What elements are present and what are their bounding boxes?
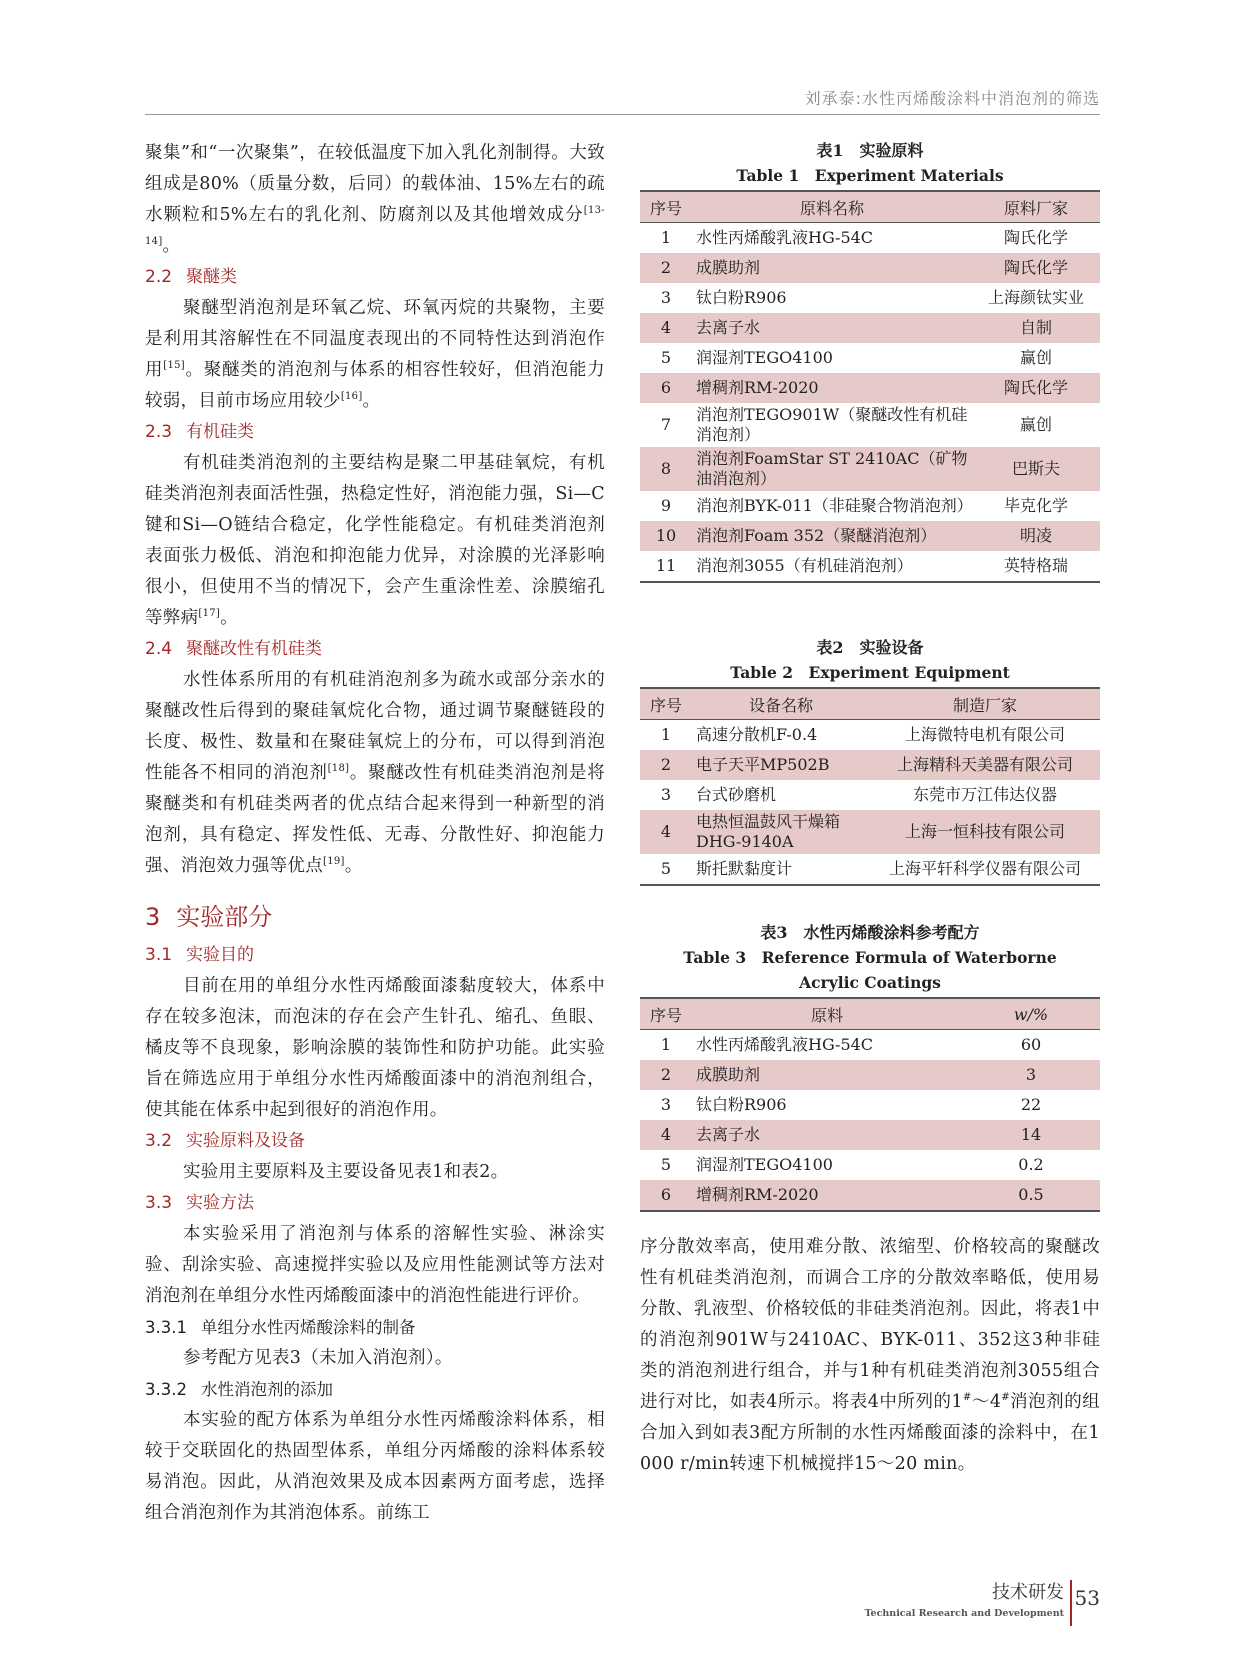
table3-cell: 润湿剂TEGO4100 [696, 1155, 833, 1174]
section-3-2-heading: 3.2 实验原料及设备 [145, 1131, 306, 1151]
table1-row [640, 403, 1100, 447]
table1-row [640, 447, 1100, 491]
table1-cell: 赢创 [1019, 348, 1052, 367]
page-footer [800, 1576, 1100, 1632]
right-column [640, 138, 1100, 1480]
footer-section-en: Technical Research and Development [864, 1608, 1064, 1619]
table3-cell: 成膜助剂 [696, 1065, 761, 1084]
table3-cell: 60 [1020, 1035, 1042, 1054]
table1-row [640, 253, 1100, 283]
table2-cell: 上海精科天美器有限公司 [896, 755, 1073, 774]
table1-cell: 7 [660, 415, 672, 434]
section-3-3-2-heading: 3.3.2 水性消泡剂的添加 [145, 1380, 333, 1399]
table3-row [640, 1150, 1100, 1180]
table3-cell: 0.5 [962, 1180, 1100, 1211]
section-2-4-heading: 2.4 聚醚改性有机硅类 [145, 639, 323, 659]
table1-cell: 消泡剂3055（有机硅消泡剂） [692, 551, 972, 582]
table3-row [640, 1030, 1100, 1061]
table3-row [640, 1180, 1100, 1211]
table2 [640, 687, 1100, 886]
table1-cell: 水性丙烯酸乳液HG-54C [696, 228, 874, 247]
table1-cell: 陶氏化学 [1003, 258, 1068, 277]
table1-cell: 上海颜钛实业 [987, 288, 1084, 307]
table1-cell: 消泡剂BYK-011（非硅聚合物消泡剂） [696, 496, 973, 515]
table1-body [640, 223, 1100, 583]
running-header-title: 刘承泰:水性丙烯酸涂料中消泡剂的筛选 [804, 89, 1100, 108]
table2-row [640, 854, 1100, 885]
table1-row [640, 223, 1100, 254]
table3-row [640, 1060, 1100, 1090]
table1-cell: 消泡剂FoamStar ST 2410AC（矿物油消泡剂） [696, 449, 968, 488]
running-header [145, 84, 1100, 115]
paragraph-3-2: 实验用主要原料及主要设备见表1和表2。 [183, 1162, 509, 1182]
table1-header-name: 原料名称 [692, 191, 972, 223]
table1-row [640, 521, 1100, 551]
table3-body [640, 1030, 1100, 1212]
table1-cell: 9 [660, 496, 672, 515]
section-2-2-heading: 2.2 聚醚类 [145, 267, 238, 287]
table2-cell: 台式砂磨机 [696, 785, 777, 804]
table2-caption-en: Table 2 Experiment Equipment [730, 663, 1010, 682]
table3-header-w: w/% [962, 998, 1100, 1030]
paragraph-3-3-2: 本实验的配方体系为单组分水性丙烯酸涂料体系，相较于交联固化的热固型体系，单组分丙烯酸的涂料体系较易消泡。因此，从消泡效果及成本因素两方面考虑，选择组合消泡剂作为其消泡体系。前练工 [145, 1410, 605, 1523]
section-3-1-heading: 3.1 实验目的 [145, 945, 255, 965]
table3-cell: 0.2 [1018, 1155, 1044, 1174]
table1-caption-en: Table 1 Experiment Materials [736, 166, 1004, 185]
table3-cell: 钛白粉R906 [696, 1095, 787, 1114]
table3-cell: 3 [660, 1095, 672, 1114]
paragraph-3-1: 目前在用的单组分水性丙烯酸面漆黏度较大，体系中存在较多泡沫，而泡沫的存在会产生针孔、缩孔、鱼眼、橘皮等不良现象，影响涂膜的装饰性和防护功能。此实验旨在筛选应用于单组分水性丙烯酸面漆中的消泡剂组合，使其能在体系中起到很好的消泡作用。 [145, 976, 605, 1120]
table2-cell: 上海一恒科技有限公司 [904, 822, 1065, 841]
table2-cell: 4 [660, 822, 672, 841]
table1-row [640, 551, 1100, 582]
table1-cell: 增稠剂RM-2020 [696, 378, 819, 397]
section-2-3-heading: 2.3 有机硅类 [145, 422, 255, 442]
table2-body [640, 720, 1100, 886]
table1-cell: 去离子水 [696, 318, 761, 337]
paragraph-2-2: 聚醚型消泡剂是环氧乙烷、环氧丙烷的共聚物，主要是利用其溶解性在不同温度表现出的不同特性达到消泡作用[15]。聚醚类的消泡剂与体系的相容性较好，但消泡能力较弱，目前市场应用较少[16]。 [145, 298, 605, 411]
table3-cell: 5 [660, 1155, 672, 1174]
table3-cell: 3 [1025, 1065, 1037, 1084]
table3-row [640, 1090, 1100, 1120]
table2-row [640, 720, 1100, 751]
section-3-heading: 3 实验部分 [145, 903, 273, 931]
table1-caption-cn: 表1 实验原料 [816, 141, 924, 160]
table1-cell: 6 [660, 378, 672, 397]
table1-row [640, 313, 1100, 343]
table3-cell: 22 [1020, 1095, 1042, 1114]
footer-section-cn: 技术研发 [992, 1582, 1064, 1603]
table1-cell: 润湿剂TEGO4100 [696, 348, 833, 367]
table1-row [640, 283, 1100, 313]
table2-cell: 电热恒温鼓风干燥箱DHG-9140A [696, 812, 841, 851]
paragraph-continued: 聚集”和“一次聚集”，在较低温度下加入乳化剂制得。大致组成是80%（质量分数，后同）的载体油、15%左右的疏水颗粒和5%左右的乳化剂、防腐剂以及其他增效成分[13-14]。 [145, 143, 605, 256]
table2-header-maker: 制造厂家 [870, 688, 1100, 720]
paragraph-3-3-1: 参考配方见表3（未加入消泡剂）。 [183, 1348, 453, 1368]
paragraph-2-3: 有机硅类消泡剂的主要结构是聚二甲基硅氧烷，有机硅类消泡剂表面活性强，热稳定性好，消泡能力强，Si—C键和Si—O链结合稳定，化学性能稳定。有机硅类消泡剂表面张力极低、消泡和抑泡能力优异，对涂膜的光泽影响很小，但使用不当的情况下，会产生重涂性差、涂膜缩孔等弊病[17]。 [145, 453, 605, 628]
table1-header-index: 序号 [640, 191, 692, 223]
table2-row [640, 780, 1100, 810]
table1-row [640, 343, 1100, 373]
page-number: 53 [1074, 1586, 1100, 1610]
table3-cell: 4 [660, 1125, 672, 1144]
table1 [640, 190, 1100, 583]
table3-cell: 增稠剂RM-2020 [692, 1180, 962, 1211]
table1-cell: 自制 [1019, 318, 1052, 337]
table1-cell: 消泡剂Foam 352（聚醚消泡剂） [696, 526, 937, 545]
table1-header-maker: 原料厂家 [972, 191, 1100, 223]
table2-cell: 高速分散机F-0.4 [696, 725, 818, 744]
table1-cell: 10 [655, 526, 677, 545]
table2-cell: 斯托默黏度计 [692, 854, 870, 885]
section-3-3-heading: 3.3 实验方法 [145, 1193, 255, 1213]
table1-cell: 11 [640, 551, 692, 582]
table3-caption-en: Table 3 Reference Formula of Waterborne Acrylic Coatings [683, 948, 1057, 992]
table1-row [640, 491, 1100, 521]
footer-divider [1070, 1580, 1072, 1626]
section-3-3-1-heading: 3.3.1 单组分水性丙烯酸涂料的制备 [145, 1318, 416, 1337]
paragraph-right-continued: 序分散效率高，使用难分散、浓缩型、价格较高的聚醚改性有机硅类消泡剂，而调合工序的分散效率略低，使用易分散、乳液型、价格较低的非硅类消泡剂。因此，将表1中的消泡剂901W与2410AC、BYK-011、352这3种非硅类的消泡剂进行组合，并与1种有机硅类消泡剂3055组合进行对比，如表4所示。将表4中所列的1#～4#消泡剂的组合加入到如表3配方所制的水性丙烯酸面漆的涂料中，在1 000 r/min转速下机械搅拌15～20 min。 [640, 1237, 1101, 1474]
table1-cell: 毕克化学 [1003, 496, 1068, 515]
table1-cell: 明凌 [1019, 526, 1052, 545]
table3-row [640, 1120, 1100, 1150]
table3-cell: 水性丙烯酸乳液HG-54C [696, 1035, 874, 1054]
table2-cell: 上海微特电机有限公司 [904, 725, 1065, 744]
left-column [145, 138, 605, 1529]
table1-cell: 3 [660, 288, 672, 307]
table1-cell: 巴斯夫 [1011, 459, 1060, 478]
table1-cell: 1 [660, 228, 672, 247]
paragraph-3-3: 本实验采用了消泡剂与体系的溶解性实验、淋涂实验、刮涂实验、高速搅拌实验以及应用性能测试等方法对消泡剂在单组分水性丙烯酸面漆中的消泡性能进行评价。 [145, 1224, 605, 1306]
table2-caption-cn: 表2 实验设备 [816, 638, 924, 657]
table1-cell: 2 [660, 258, 672, 277]
table3-cell: 14 [1020, 1125, 1042, 1144]
table2-cell: 5 [640, 854, 692, 885]
table1-cell: 4 [660, 318, 672, 337]
table1-cell: 8 [660, 459, 672, 478]
table1-cell: 英特格瑞 [972, 551, 1100, 582]
table3-header-index: 序号 [640, 998, 692, 1030]
table2-cell: 东莞市万江伟达仪器 [912, 785, 1057, 804]
table3-cell: 2 [660, 1065, 672, 1084]
paragraph-2-4: 水性体系所用的有机硅消泡剂多为疏水或部分亲水的聚醚改性后得到的聚硅氧烷化合物，通过调节聚醚链段的长度、极性、数量和在聚硅氧烷上的分布，可以得到消泡性能各不相同的消泡剂[18]。聚醚改性有机硅类消泡剂是将聚醚类和有机硅类两者的优点结合起来得到一种新型的消泡剂，具有稳定、挥发性低、无毒、分散性好、抑泡能力强、消泡效力强等优点[19]。 [145, 670, 605, 876]
table3-caption-cn: 表3 水性丙烯酸涂料参考配方 [760, 923, 980, 942]
table2-header-name: 设备名称 [692, 688, 870, 720]
table2-cell: 2 [660, 755, 672, 774]
table3-cell: 6 [640, 1180, 692, 1211]
table1-cell: 成膜助剂 [696, 258, 761, 277]
table2-cell: 3 [660, 785, 672, 804]
table1-cell: 消泡剂TEGO901W（聚醚改性有机硅消泡剂） [696, 405, 968, 444]
table2-row [640, 750, 1100, 780]
table1-cell: 5 [660, 348, 672, 367]
table3-header-name: 原料 [692, 998, 962, 1030]
table2-header-index: 序号 [640, 688, 692, 720]
table2-cell: 电子天平MP502B [696, 755, 830, 774]
table3-cell: 1 [660, 1035, 672, 1054]
table2-row [640, 810, 1100, 854]
table1-cell: 陶氏化学 [1003, 228, 1068, 247]
table1-cell: 赢创 [1019, 415, 1052, 434]
table3 [640, 997, 1100, 1212]
table1-row [640, 373, 1100, 403]
table1-cell: 陶氏化学 [1003, 378, 1068, 397]
table2-cell: 上海平轩科学仪器有限公司 [870, 854, 1100, 885]
table1-cell: 钛白粉R906 [696, 288, 787, 307]
table3-cell: 去离子水 [696, 1125, 761, 1144]
table2-cell: 1 [660, 725, 672, 744]
